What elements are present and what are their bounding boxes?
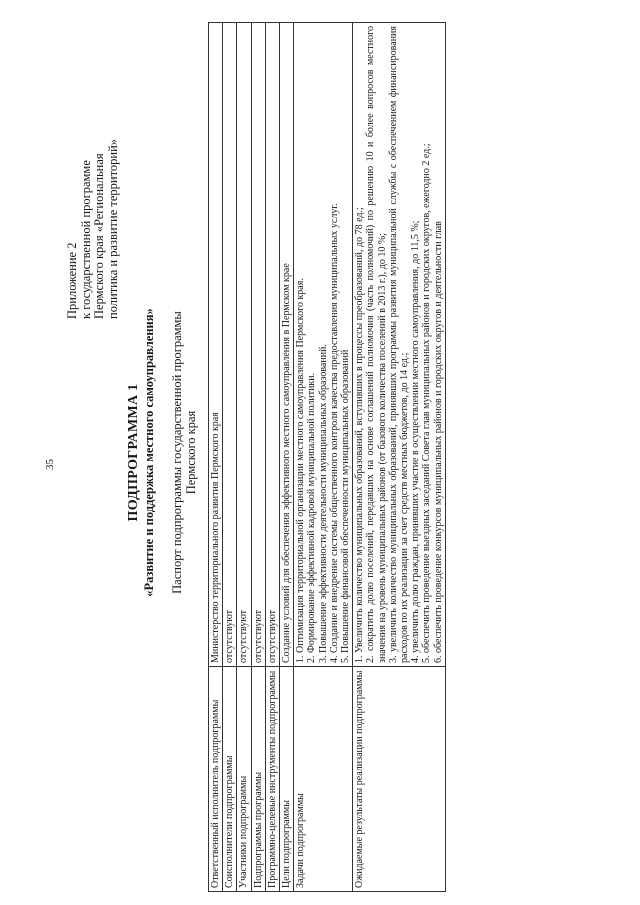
result-item: 6. обеспечить проведение конкурсов муниципальных районов и городских округов и деятельности глав (432, 221, 444, 663)
row-value (353, 23, 446, 667)
table-row (353, 23, 446, 892)
passport-title-line: Паспорт подпрограммы государственной программы (170, 311, 184, 594)
task-item: 2. Формирование эффективной кадровой муниципальной политики. (306, 372, 318, 663)
task-item: 4. Создание и внедрение системы общественного контроля качества предоставления муниципальных услуг. (328, 203, 340, 663)
task-item: 3. Повышение эффективности деятельности муниципальных образований. (317, 344, 329, 663)
row-value (265, 23, 279, 667)
appendix-line: политика и развитие территорий» (105, 138, 120, 319)
row-label: Соисполнители подпрограммы (223, 667, 237, 892)
appendix-line: Приложение 2 (65, 242, 79, 319)
row-value-line: Министерство территориального развития Пермского края (210, 412, 221, 663)
table-row (237, 23, 251, 892)
task-item: 1. Оптимизация территориальной организации местного самоуправления Пермского края. (295, 278, 307, 663)
table-row (209, 23, 223, 892)
subprogram-name: «Развитие и поддержка местного самоуправления» (142, 308, 156, 597)
row-value-line: отсутствуют (238, 609, 250, 663)
row-label: Задачи подпрограммы (294, 667, 353, 892)
subprogram-title: ПОДПРОГРАММА 1 (126, 383, 141, 522)
row-value-line: отсутствуют (224, 609, 236, 663)
row-value-line: отсутствуют (252, 609, 264, 663)
row-label: Подпрограммы программы (251, 667, 265, 892)
row-value-line: отсутствуют (266, 609, 278, 663)
row-value (294, 23, 353, 667)
appendix-line: Пермского края «Региональная (92, 153, 106, 319)
result-item: 1. Увеличить количество муниципальных образований, вступивших в процессы преобразований, до 78 ед.; (354, 207, 366, 663)
row-value (251, 23, 265, 667)
table-row (251, 23, 265, 892)
result-item: 5. обеспечить проведение выездных заседаний Совета глав муниципальных районов и городских округов, ежегодно 2 ед.; (421, 143, 433, 663)
task-item: 5. Повышение финансовой обеспеченности муниципальных образований (340, 349, 352, 663)
result-item: 4. увеличить долю граждан, принявших участие в осуществлении местного самоуправления, до 11,5 %; (410, 220, 422, 663)
row-value (237, 23, 251, 667)
page-number: 35 (44, 459, 56, 470)
row-label: Программно-целевые инструменты подпрограммы (265, 667, 279, 892)
result-item: 2. сократить долю поселений, передавших на основе соглашений полномочия (часть полномочий) по решению 10 и более вопросов местного значения на уровень муниципальных районов (от базового количества поселений в 2013 г.), до 10 %; (365, 26, 388, 663)
appendix-line: к государственной программе (78, 160, 93, 319)
table-row (223, 23, 237, 892)
appendix-note (66, 139, 120, 319)
table-row (265, 23, 279, 892)
passport-title (171, 0, 198, 905)
row-value (209, 23, 223, 667)
row-value-line: Создание условий для обеспечения эффективного местного самоуправления в Пермском крае (281, 263, 293, 663)
row-label: Ответственный исполнитель подпрограммы (209, 667, 223, 892)
row-value (280, 23, 294, 667)
table-row (294, 23, 353, 892)
passport-table (208, 22, 446, 892)
passport-title-line: Пермского края (183, 410, 198, 495)
table-row (280, 23, 294, 892)
row-label: Ожидаемые результаты реализации подпрограммы (353, 667, 446, 892)
result-item: 3. увеличить количество муниципальных образований, принявших программы развития муниципальной службы с обеспечением финансирования расходов по их реализации за счет средств местных бюджетов, до 14 ед.; (387, 26, 411, 663)
row-value (223, 23, 237, 667)
row-label: Участники подпрограммы (237, 667, 251, 892)
row-label: Цели подпрограммы (280, 667, 294, 892)
